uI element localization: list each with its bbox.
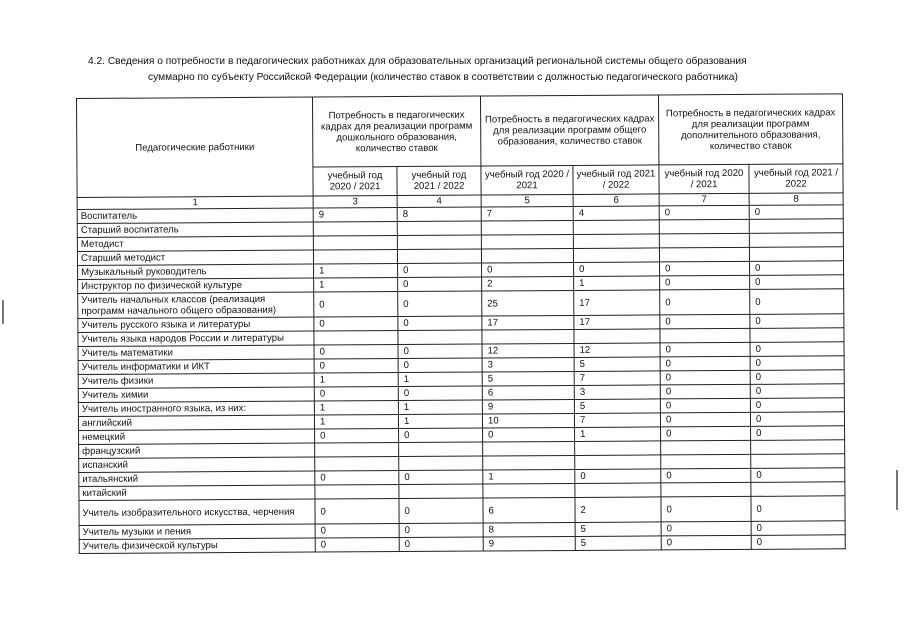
cell-value: 0 [398,263,482,278]
column-number: 4 [397,195,481,208]
cell-value: 6 [483,497,575,523]
cell-value [751,454,845,469]
cell-value [573,248,659,263]
cell-value: 0 [399,470,483,485]
cell-value: 8 [397,207,481,222]
row-label: английский [78,415,314,430]
header-year: учебный год 2021 / 2022 [573,165,659,195]
cell-value [315,443,399,458]
cell-value: 0 [660,289,750,315]
header-year: учебный год 2020 / 2021 [659,164,749,194]
cell-value: 0 [398,277,482,292]
cell-value: 0 [659,205,749,220]
cell-value: 0 [750,275,844,290]
cell-value: 0 [660,370,750,385]
cell-value [483,455,575,470]
cell-value: 12 [482,343,574,358]
row-label: Учитель математики [78,345,314,360]
cell-value: 9 [482,399,574,414]
cell-value: 0 [398,386,482,401]
cell-value: 1 [398,414,482,429]
cell-value: 0 [314,317,398,332]
cell-value: 2 [575,497,661,523]
header-year: учебный год 2021 / 2022 [397,166,481,196]
row-label: итальянский [79,471,315,486]
cell-value [659,219,749,234]
cell-value [481,248,573,263]
cell-value: 0 [574,262,660,277]
cell-value: 5 [574,399,660,414]
header-group-general: Потребность в педагогических кадрах для реализации программ общего образования, количество ставок [480,95,658,166]
cell-value [659,247,749,262]
row-label: Учитель языка народов России и литературы [78,331,314,346]
cell-value: 0 [661,521,751,536]
cell-value: 6 [482,385,574,400]
cell-value: 0 [750,342,844,357]
cell-value: 0 [314,345,398,360]
row-label: испанский [79,457,315,472]
cell-value [398,330,482,345]
cell-value [481,220,573,235]
header-year: учебный год 2020 / 2021 [481,165,573,195]
cell-value [661,440,751,455]
column-number: 6 [573,194,659,207]
row-label: Учитель иностранного языка, из них: [78,401,314,416]
cell-value: 1 [314,401,398,416]
cell-value [315,457,399,472]
cell-value: 7 [574,371,660,386]
cell-value: 3 [482,357,574,372]
cell-value: 0 [749,205,843,220]
cell-value [574,329,660,344]
title-line-2: суммарно по субъекту Российской Федерации (количество ставок в соответствии с должностью педагогического работника) [148,72,738,83]
cell-value: 1 [314,278,398,293]
cell-value: 7 [574,413,660,428]
cell-value [313,250,397,265]
cell-value: 5 [575,522,661,537]
cell-value: 0 [750,356,844,371]
cell-value: 0 [660,342,750,357]
cell-value: 1 [574,276,660,291]
scan-artifact [2,300,4,324]
cell-value: 0 [482,262,574,277]
cell-value: 0 [751,535,845,550]
cell-value: 17 [482,315,574,330]
row-label: Учитель изобразительного искусства, черчения [79,499,315,525]
cell-value: 0 [314,359,398,374]
cell-value [751,440,845,455]
cell-value: 0 [399,498,483,524]
cell-value: 0 [315,538,399,553]
cell-value [314,331,398,346]
cell-value: 0 [750,261,844,276]
cell-value: 0 [315,471,399,486]
cell-value: 0 [314,387,398,402]
row-label: Учитель начальных классов (реализация программ начального общего образования) [78,292,314,318]
row-label: Учитель русского языка и литературы [78,317,314,332]
cell-value: 0 [399,523,483,538]
row-label: Учитель музыки и пения [79,524,315,539]
cell-value [659,233,749,248]
scan-artifact [896,470,898,510]
column-number: 3 [313,196,397,209]
row-label: Учитель химии [78,387,314,402]
cell-value: 3 [574,385,660,400]
cell-value: 0 [314,292,398,318]
cell-value: 8 [483,522,575,537]
title-line-1: 4.2. Сведения о потребности в педагогических работниках для образовательных организаций региональной системы общего образования [88,56,747,67]
cell-value [661,482,751,497]
cell-value: 2 [482,276,574,291]
cell-value [483,483,575,498]
cell-value [315,485,399,500]
row-label: Учитель информатики и ИКТ [78,359,314,374]
row-label: Инструктор по физической культуре [78,278,314,293]
row-label: Музыкальный руководитель [78,264,314,279]
cell-value: 0 [575,469,661,484]
cell-value [399,484,483,499]
cell-value: 0 [661,468,751,483]
cell-value: 0 [399,428,483,443]
document-title [88,54,868,86]
table-body [77,205,845,554]
cell-value: 9 [483,536,575,551]
cell-value: 0 [750,289,844,315]
row-label: Старший воспитатель [77,222,313,237]
cell-value [749,247,843,262]
cell-value [397,235,481,250]
cell-value: 17 [574,290,660,316]
cell-value: 0 [750,370,844,385]
cell-value: 1 [398,372,482,387]
cell-value: 0 [660,261,750,276]
row-label: Учитель физической культуры [79,538,315,553]
cell-value: 0 [660,314,750,329]
cell-value: 1 [314,415,398,430]
cell-value [573,220,659,235]
cell-value: 0 [315,429,399,444]
cell-value: 0 [660,398,750,413]
cell-value: 0 [661,426,751,441]
cell-value: 12 [574,343,660,358]
cell-value: 0 [751,496,845,522]
cell-value: 0 [750,412,844,427]
cell-value: 0 [660,384,750,399]
row-label: немецкий [79,429,315,444]
cell-value [397,249,481,264]
cell-value [313,222,397,237]
cell-value: 0 [398,358,482,373]
cell-value: 0 [398,344,482,359]
cell-value [399,456,483,471]
cell-value: 10 [482,413,574,428]
cell-value [750,328,844,343]
column-number: 7 [659,193,749,206]
cell-value: 0 [398,291,482,317]
cell-value: 1 [398,400,482,415]
cell-value: 0 [660,412,750,427]
row-label: Старший методист [77,250,313,265]
cell-value [573,234,659,249]
cell-value [661,454,751,469]
cell-value [397,221,481,236]
cell-value: 1 [483,469,575,484]
cell-value [660,328,750,343]
cell-value: 0 [661,535,751,550]
cell-value: 0 [660,356,750,371]
cell-value: 7 [481,206,573,221]
staff-demand-table [76,93,846,554]
cell-value: 0 [751,426,845,441]
header-year: учебный год 2021 / 2022 [749,164,843,194]
cell-value [483,441,575,456]
cell-value: 0 [751,521,845,536]
cell-value: 0 [750,398,844,413]
column-number: 1 [77,196,313,209]
cell-value: 0 [660,275,750,290]
cell-value: 1 [575,427,661,442]
cell-value [749,219,843,234]
row-label: Воспитатель [77,208,313,223]
cell-value: 5 [482,371,574,386]
cell-value: 1 [314,373,398,388]
cell-value: 0 [399,537,483,552]
cell-value: 9 [313,208,397,223]
header-group-additional: Потребность в педагогических кадрах для реализации программ дополнительного образования, количество ставок [659,94,843,165]
row-label: французский [79,443,315,458]
row-label: Учитель физики [78,373,314,388]
row-label: Методист [77,236,313,251]
cell-value: 0 [398,316,482,331]
cell-value: 0 [315,524,399,539]
cell-value [751,482,845,497]
cell-value: 17 [574,315,660,330]
header-group-preschool: Потребность в педагогических кадрах для реализации программ дошкольного образования, количество ставок [312,96,480,167]
column-number: 5 [481,194,573,207]
cell-value: 4 [573,206,659,221]
cell-value [575,455,661,470]
cell-value: 1 [314,264,398,279]
column-number: 8 [749,193,843,206]
cell-value [575,483,661,498]
cell-value: 5 [574,357,660,372]
cell-value [575,441,661,456]
cell-value: 0 [483,427,575,442]
cell-value [313,236,397,251]
header-teachers: Педагогические работники [77,97,314,197]
cell-value: 0 [315,499,399,525]
cell-value [399,442,483,457]
cell-value: 0 [751,468,845,483]
cell-value [481,234,573,249]
cell-value [749,233,843,248]
header-year: учебный год 2020 / 2021 [313,167,397,197]
cell-value: 0 [661,496,751,522]
cell-value [482,329,574,344]
row-label: китайский [79,485,315,500]
cell-value: 5 [575,536,661,551]
cell-value: 25 [482,290,574,316]
cell-value: 0 [750,384,844,399]
cell-value: 0 [750,314,844,329]
